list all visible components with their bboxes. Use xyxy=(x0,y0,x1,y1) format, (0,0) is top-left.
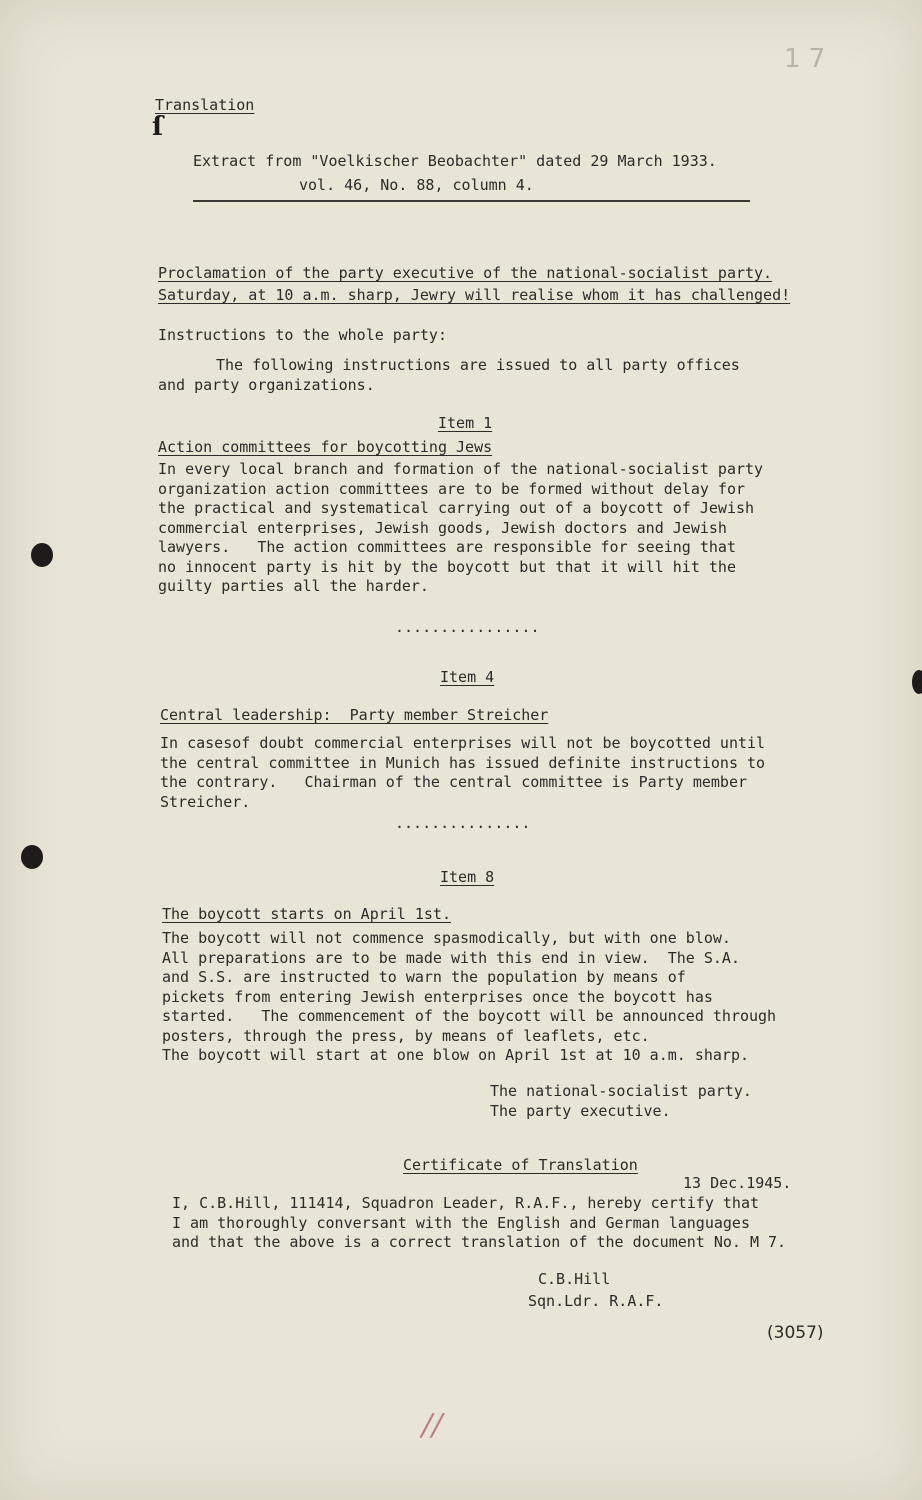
item-1-line: In every local branch and formation of the national-socialist party xyxy=(158,460,764,478)
item-8-line: posters, through the press, by means of leaflets, etc. xyxy=(162,1026,650,1045)
item-4-body xyxy=(160,734,765,812)
item-1-line: commercial enterprises, Jewish goods, Jewish doctors and Jewish xyxy=(158,518,727,537)
signature-party: The national-socialist party. xyxy=(490,1082,752,1100)
item-8-line: All preparations are to be made with this end in view. The S.A. xyxy=(162,948,740,967)
item-4-line: Streicher. xyxy=(160,792,251,811)
item-1-line: organization action committees are to be formed without delay for xyxy=(158,479,745,498)
item-8-body xyxy=(162,929,776,1066)
item-4-line: In casesof doubt commercial enterprises will not be boycotted until xyxy=(160,734,766,752)
certificate-line: I, C.B.Hill, 111414, Squadron Leader, R.A.F., hereby certify that xyxy=(172,1194,759,1212)
item-8-line: The boycott will start at one blow on April 1st at 10 a.m. sharp. xyxy=(162,1046,749,1064)
header-rule xyxy=(193,200,750,202)
separator-dots-2: ............... xyxy=(395,814,531,832)
certificate-body xyxy=(172,1194,786,1253)
signer-name: C.B.Hill xyxy=(538,1270,611,1288)
item-4-subtitle: Central leadership: Party member Streicher xyxy=(160,706,549,724)
punch-hole-upper xyxy=(31,543,53,567)
item-4-line: the central committee in Munich has issued definite instructions to xyxy=(160,753,766,772)
item-8-line: The boycott will not commence spasmodically, but with one blow. xyxy=(162,929,731,947)
item-8-line: and S.S. are instructed to warn the population by means of xyxy=(162,968,686,986)
extract-line-1: Extract from "Voelkischer Beobachter" dated 29 March 1933. xyxy=(193,152,717,170)
instructions-heading: Instructions to the whole party: xyxy=(158,326,447,344)
document-number: (3057) xyxy=(767,1323,824,1343)
item-1-line: lawyers. The action committees are responsible for seeing that xyxy=(158,538,736,556)
item-8-subtitle: The boycott starts on April 1st. xyxy=(162,905,451,923)
punch-hole-lower xyxy=(21,845,43,869)
item-1-line: no innocent party is hit by the boycott but that it will hit the xyxy=(158,557,736,576)
red-pencil-mark: // xyxy=(418,1408,446,1443)
item-1-body xyxy=(158,460,763,597)
item-4-title: Item 4 xyxy=(440,668,495,686)
item-1-subtitle: Action committees for boycotting Jews xyxy=(158,438,493,456)
instructions-intro-1: The following instructions are issued to all party offices xyxy=(216,356,740,374)
item-1-title: Item 1 xyxy=(438,414,493,432)
item-8-line: pickets from entering Jewish enterprises once the boycott has xyxy=(162,987,713,1006)
proclamation-line-2: Saturday, at 10 a.m. sharp, Jewry will realise whom it has challenged! xyxy=(158,286,791,304)
instructions-intro-2: and party organizations. xyxy=(158,376,375,394)
separator-dots-1: ................ xyxy=(395,618,540,636)
translation-label: Translation xyxy=(155,96,255,114)
item-1-line: guilty parties all the harder. xyxy=(158,577,429,595)
signature-executive: The party executive. xyxy=(490,1102,671,1120)
certificate-date: 13 Dec.1945. xyxy=(683,1174,792,1192)
item-8-title: Item 8 xyxy=(440,868,495,886)
item-4-line: the contrary. Chairman of the central committee is Party member xyxy=(160,773,747,791)
punch-hole-right xyxy=(912,670,922,694)
certificate-title: Certificate of Translation xyxy=(403,1156,638,1174)
signer-rank: Sqn.Ldr. R.A.F. xyxy=(528,1292,664,1310)
item-1-line: the practical and systematical carrying out of a boycott of Jewish xyxy=(158,499,755,517)
certificate-line: and that the above is a correct translation of the document No. M 7. xyxy=(172,1233,787,1251)
proclamation-line-1: Proclamation of the party executive of the national-socialist party. xyxy=(158,264,773,282)
extract-line-2: vol. 46, No. 88, column 4. xyxy=(299,176,534,194)
item-8-line: started. The commencement of the boycott will be announced through xyxy=(162,1007,777,1025)
certificate-line: I am thoroughly conversant with the English and German languages xyxy=(172,1213,750,1232)
pencil-note: 1 7 xyxy=(784,44,826,74)
margin-tick-mark: ſ xyxy=(152,112,164,142)
